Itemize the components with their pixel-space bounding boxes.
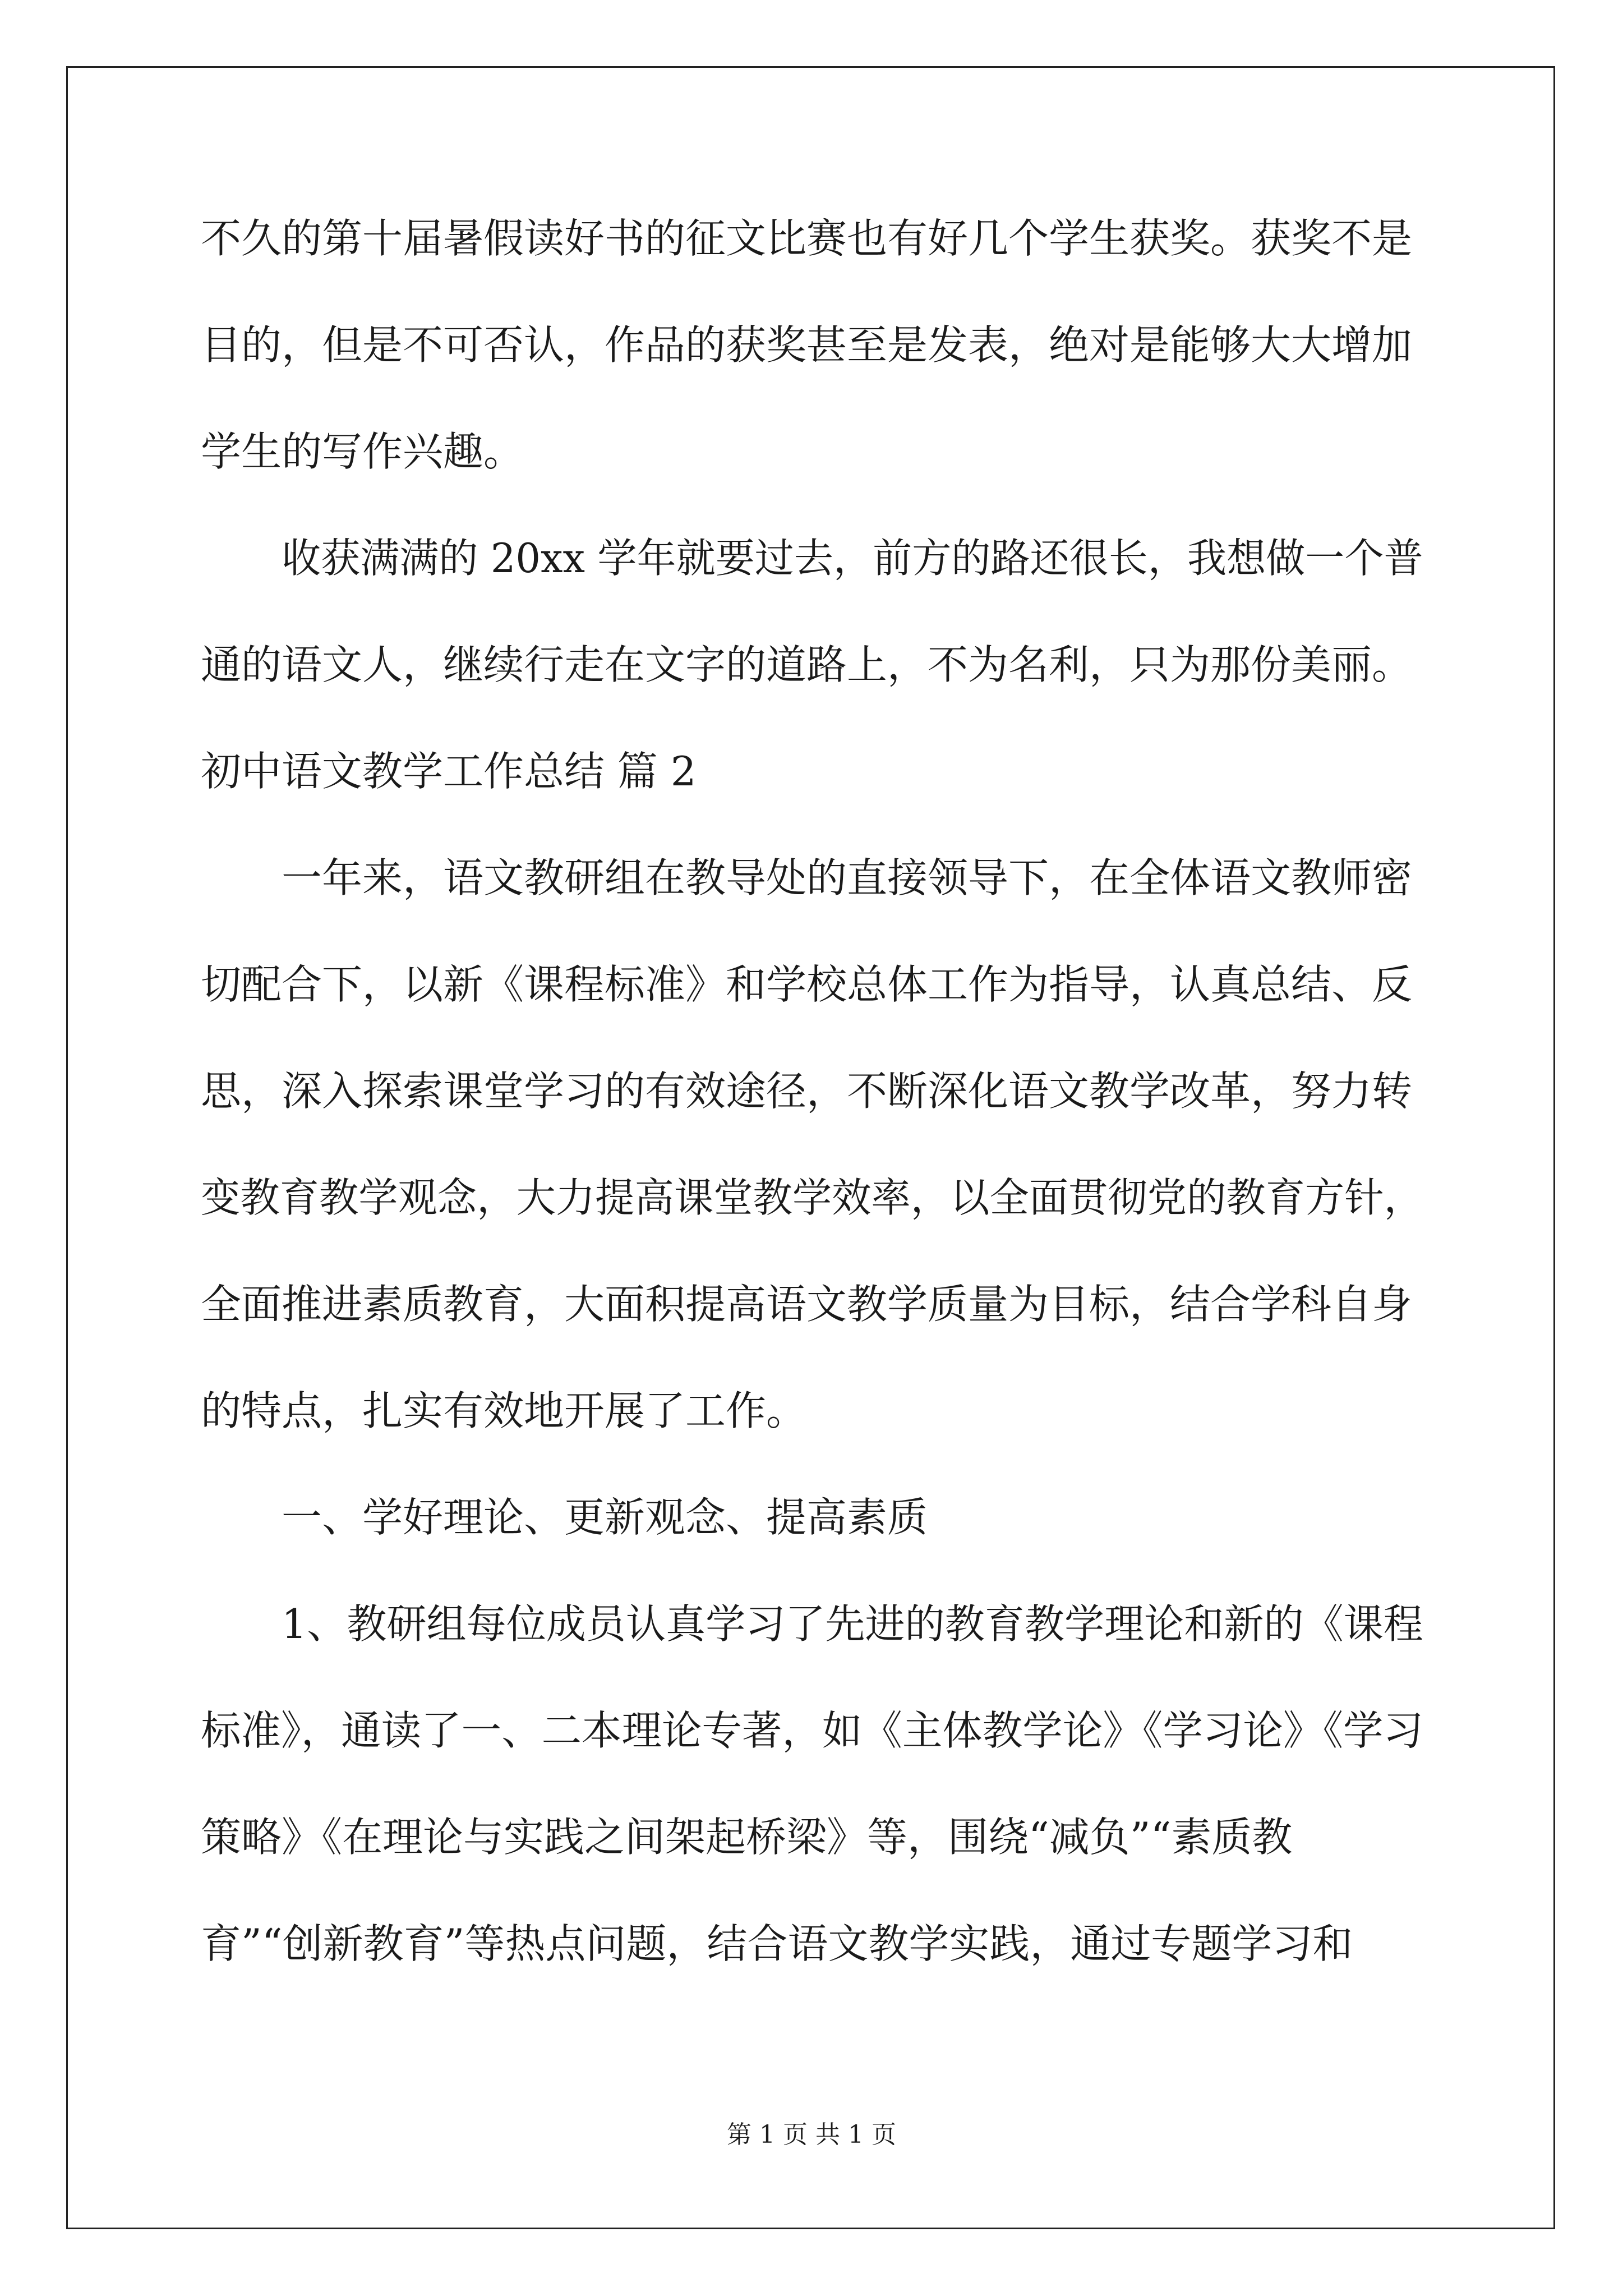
section-heading: 初中语文教学工作总结 篇 2 (201, 748, 697, 795)
paragraph-line: 标准》，通读了一、二本理论专著，如《主体教学论》《学习论》《学习 (201, 1707, 1424, 1754)
page-border (66, 66, 1555, 2229)
paragraph-line: 育”“创新教育”等热点问题，结合语文教学实践，通过专题学习和 (201, 1920, 1353, 1967)
paragraph-line: 思，深入探索课堂学习的有效途径，不断深化语文教学改革，努力转 (201, 1068, 1413, 1115)
paragraph-line: 一年来，语文教研组在教导处的直接领导下，在全体语文教师密 (282, 854, 1413, 901)
paragraph-line: 学生的写作兴趣。 (201, 428, 524, 475)
paragraph-line: 切配合下，以新《课程标准》和学校总体工作为指导，认真总结、反 (201, 961, 1413, 1008)
paragraph-line: 全面推进素质教育，大面积提高语文教学质量为目标，结合学科自身 (201, 1281, 1413, 1328)
paragraph-line: 1、教研组每位成员认真学习了先进的教育教学理论和新的《课程 (282, 1600, 1423, 1648)
paragraph-line: 目的，但是不可否认，作品的获奖甚至是发表，绝对是能够大大增加 (201, 321, 1413, 369)
paragraph-line: 通的语文人，继续行走在文字的道路上，不为名利，只为那份美丽。 (201, 641, 1413, 688)
paragraph-line: 的特点，扎实有效地开展了工作。 (201, 1387, 807, 1434)
paragraph-line: 变教育教学观念，大力提高课堂教学效率，以全面贯彻党的教育方针， (201, 1174, 1424, 1221)
paragraph-line: 策略》《在理论与实践之间架起桥梁》等，围绕“减负”“素质教 (201, 1814, 1293, 1861)
paragraph-line: 不久的第十届暑假读好书的征文比赛也有好几个学生获奖。获奖不是 (201, 215, 1413, 262)
page-number-footer: 第 1 页 共 1 页 (727, 2120, 896, 2149)
paragraph-line: 收获满满的 20xx 学年就要过去，前方的路还很长，我想做一个普 (282, 535, 1423, 582)
subheading: 一、学好理论、更新观念、提高素质 (282, 1494, 928, 1541)
